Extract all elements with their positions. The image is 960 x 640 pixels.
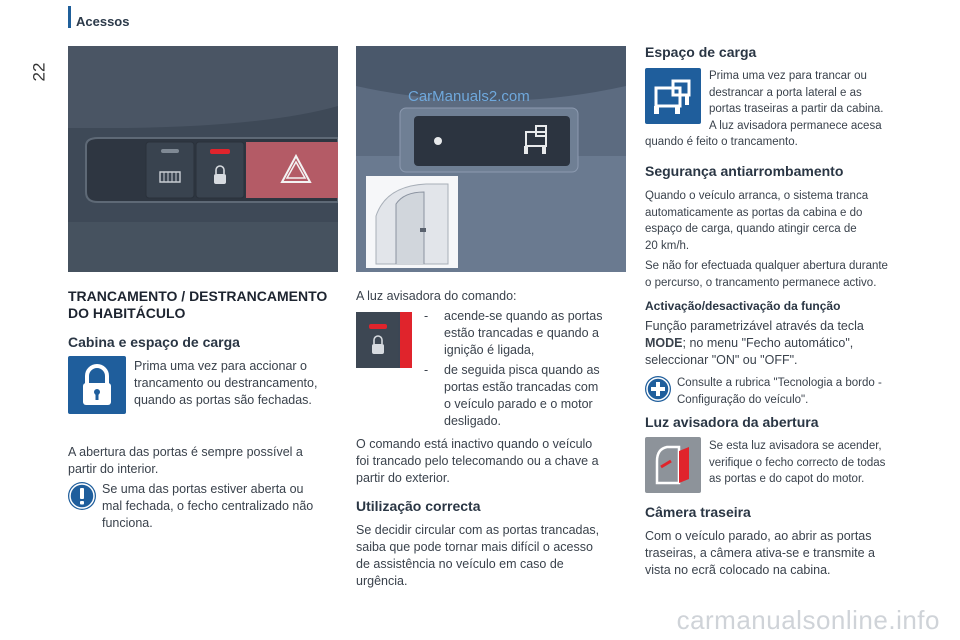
plus-info-icon <box>645 376 671 402</box>
paragraph-lock-persists: Se não for efectuada qualquer abertura durante o percurso, o trancamento permanece activo. <box>645 260 888 289</box>
subheading-correct-use: Utilização correcta <box>356 498 481 514</box>
rear-defrost-icon <box>146 142 194 198</box>
exclamation-icon <box>68 482 96 510</box>
paragraph-inactive-command: O comando está inactivo quando o veículo foi trancado pelo telecomando ou a chave a partir do exterior. <box>356 437 599 485</box>
cargo-lock-switch-photo <box>356 46 626 272</box>
subheading-cabin-cargo: Cabina e espaço de carga <box>68 334 240 350</box>
footer-watermark: carmanualsonline.info <box>676 605 940 635</box>
bullet-dash-2: - <box>424 363 429 377</box>
padlock-icon <box>68 356 126 414</box>
paragraph-cargo-lock-end: quando é feito o trancamento. <box>645 136 798 148</box>
lock-indicator-icon <box>356 312 412 368</box>
paragraph-rear-camera: Com o veículo parado, ao abrir as portas traseiras, a câmera ativa-se e transmite a vista no ecrã colocado na cabina. <box>645 529 875 577</box>
header-accent-bar <box>68 6 71 28</box>
paragraph-anti-theft: Quando o veículo arranca, o sistema tranca automaticamente as portas da cabina e do espaço de carga, quando atingir cerca de 20 km/h. <box>645 190 869 252</box>
paragraph-interior-opening: A abertura das portas é sempre possível a partir do interior. <box>68 445 303 476</box>
subheading-anti-theft: Segurança antiarrombamento <box>645 163 844 179</box>
subheading-cargo-space: Espaço de carga <box>645 44 757 60</box>
mode-key-label: MODE <box>645 336 683 350</box>
door-open-warning-icon <box>645 437 701 493</box>
central-lock-switch <box>196 142 244 198</box>
cargo-door-icon <box>645 68 701 124</box>
paragraph-cargo-lock: Prima uma vez para trancar ou destrancar a porta lateral e as portas traseiras a partir da cabina. A luz avisadora permanece acesa <box>709 70 884 132</box>
dashboard-switch-photo <box>68 46 338 272</box>
warning-note: Se uma das portas estiver aberta ou mal fechada, o fecho centralizado não funciona. <box>102 482 314 530</box>
page-number: 22 <box>29 62 49 82</box>
watermark-text: CarManuals2.com <box>408 88 530 105</box>
main-heading: TRANCAMENTO / DESTRANCAMENTO DO HABITÁCULO <box>68 288 328 321</box>
subheading-rear-camera: Câmera traseira <box>645 504 751 520</box>
info-note: Consulte a rubrica "Tecnologia a bordo - Configuração do veículo". <box>677 377 882 406</box>
subheading-door-warning: Luz avisadora da abertura <box>645 414 819 430</box>
bullet-dash-1: - <box>424 309 429 323</box>
paragraph-correct-use: Se decidir circular com as portas trancadas, saiba que pode tornar mais difícil o acesso de assistência no veículo em caso de urgência. <box>356 523 600 588</box>
subheading-activation: Activação/desactivação da função <box>645 299 841 313</box>
section-title: Acessos <box>76 14 130 29</box>
paragraph-door-warning: Se esta luz avisadora se acender, verifique o fecho correcto de todas as portas e do capot do motor. <box>709 440 886 485</box>
paragraph-lock-instructions: Prima uma vez para accionar o trancamento ou destrancamento, quando as portas são fechadas. <box>134 359 318 407</box>
bullet-2-text: de seguida pisca quando as portas estão trancadas com o veículo parado e o motor desligado. <box>444 363 600 428</box>
indicator-intro: A luz avisadora do comando: <box>356 289 517 303</box>
hazard-triangle-icon <box>246 142 338 198</box>
paragraph-activation: Função parametrizável através da tecla MODE; no menu "Fecho automático", seleccionar "ON" ou "OFF". <box>645 319 864 367</box>
bullet-1-text: acende-se quando as portas estão trancadas e quando a ignição é ligada, <box>444 309 603 357</box>
